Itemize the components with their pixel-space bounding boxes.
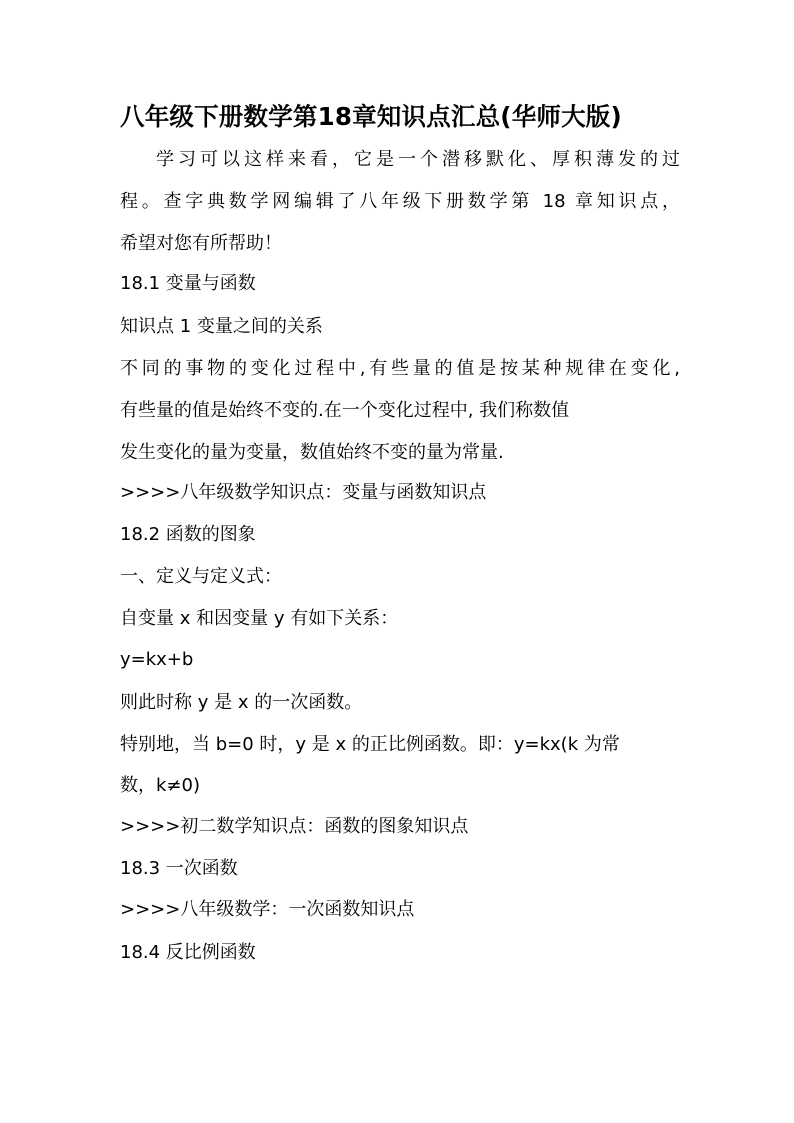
section-heading-18-2: 18.2 函数的图象 — [120, 524, 256, 545]
related-link-18-1[interactable]: >>>>八年级数学知识点：变量与函数知识点 — [120, 482, 487, 503]
definition-line-1: 自变量 x 和因变量 y 有如下关系： — [120, 608, 399, 629]
knowledge-point-title: 知识点 1 变量之间的关系 — [120, 316, 323, 337]
definition-line-4: 特别地，当 b=0 时，y 是 x 的正比例函数。即：y=kx(k 为常 — [120, 734, 620, 755]
related-link-18-2[interactable]: >>>>初二数学知识点：函数的图象知识点 — [120, 816, 469, 837]
body-line-3: 发生变化的量为变量，数值始终不变的量为常量. — [120, 442, 504, 463]
intro-line-1: 学习可以这样来看，它是一个潜移默化、厚积薄发的过 — [156, 149, 680, 170]
section-heading-18-1: 18.1 变量与函数 — [120, 273, 256, 294]
body-line-1: 不同的事物的变化过程中,有些量的值是按某种规律在变化, — [120, 358, 680, 379]
section-heading-18-4: 18.4 反比例函数 — [120, 942, 256, 963]
intro-line-2: 程。查字典数学网编辑了八年级下册数学第 18 章知识点， — [120, 191, 680, 212]
definition-subheading: 一、定义与定义式： — [120, 566, 282, 587]
formula-line: y=kx+b — [120, 649, 194, 670]
definition-line-5: 数，k≠0) — [120, 775, 200, 796]
section-heading-18-3: 18.3 一次函数 — [120, 858, 238, 879]
related-link-18-3[interactable]: >>>>八年级数学：一次函数知识点 — [120, 899, 415, 920]
document-title: 八年级下册数学第18章知识点汇总(华师大版) — [120, 102, 622, 131]
intro-line-3: 希望对您有所帮助！ — [120, 233, 282, 254]
body-line-2: 有些量的值是始终不变的.在一个变化过程中, 我们称数值 — [120, 400, 570, 421]
definition-line-3: 则此时称 y 是 x 的一次函数。 — [120, 692, 363, 713]
